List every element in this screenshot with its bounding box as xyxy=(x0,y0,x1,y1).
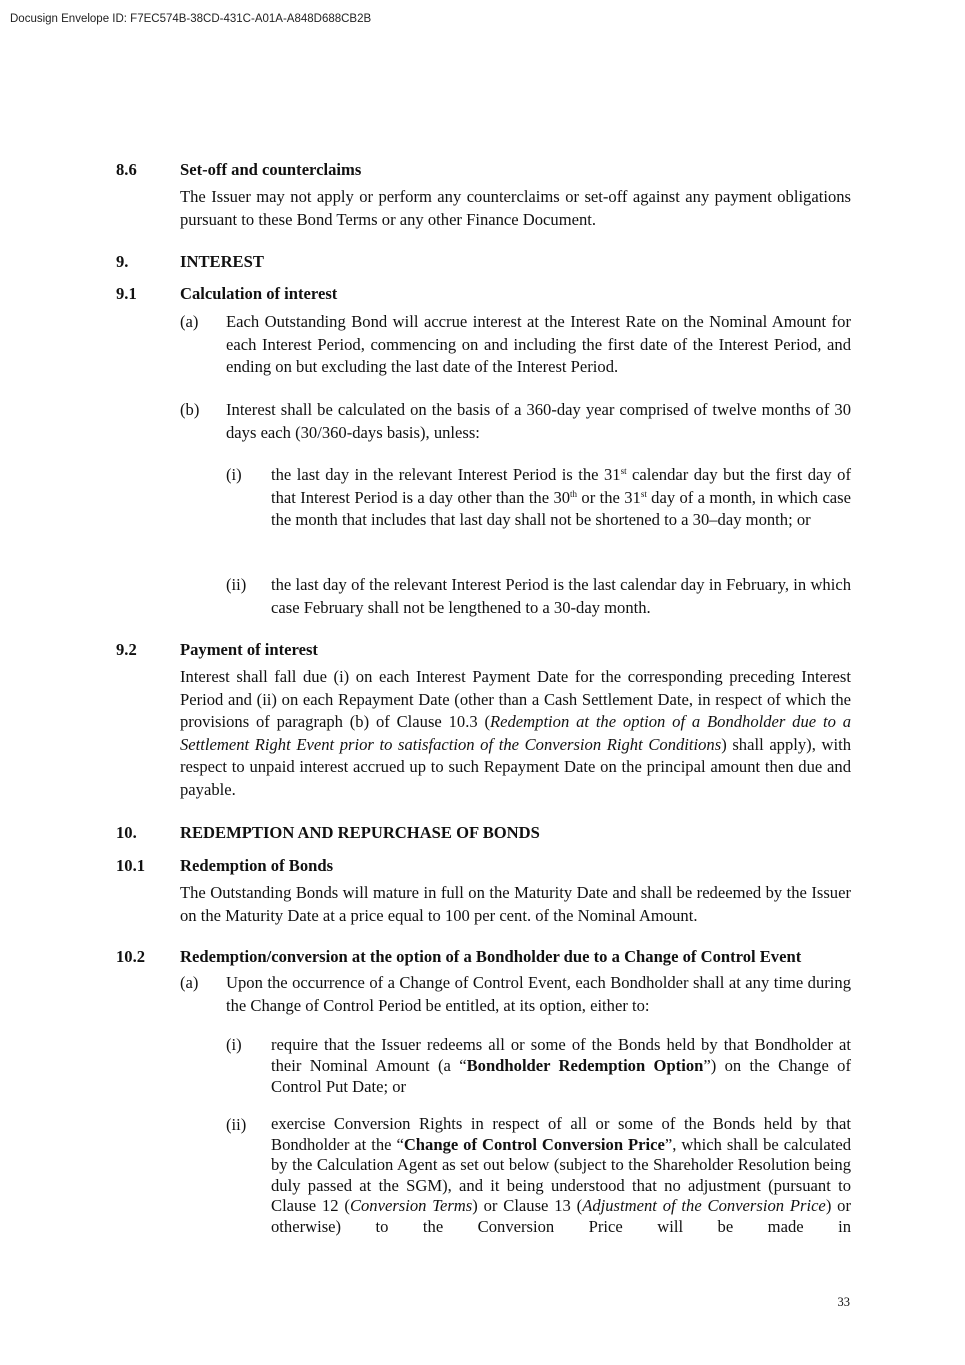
section-number: 9.2 xyxy=(116,640,137,659)
paragraph: Interest shall be calculated on the basis of a 360-day year comprised of twelve months of 30 days each (30/360-days basis), unless: xyxy=(226,400,851,442)
list-label: (b) xyxy=(180,400,200,419)
list-label: (i) xyxy=(226,1035,242,1054)
paragraph: The Outstanding Bonds will mature in full on the Maturity Date and shall be redeemed by the Issuer on the Maturity Date at a price equal to 100 per cent. of the Nominal Amount. xyxy=(180,883,851,925)
list-label: (ii) xyxy=(226,575,247,594)
section-number: 8.6 xyxy=(116,160,137,179)
section-heading: Redemption of Bonds xyxy=(180,856,334,875)
section-heading: Redemption/conversion at the option of a Bondholder due to a Change of Control Event xyxy=(180,947,802,966)
list-label: (i) xyxy=(226,465,242,484)
envelope-id: Docusign Envelope ID: F7EC574B-38CD-431C-A01A-A848D688CB2B xyxy=(10,13,372,25)
section-number: 10.1 xyxy=(116,856,146,875)
paragraph: require that the Issuer redeems all or some of the Bonds held by that Bondholder at their Nominal Amount (a “Bondholder Redemption Option”) on the Change of Control Put Date; or xyxy=(271,1035,851,1096)
paragraph: Interest shall fall due (i) on each Interest Payment Date for the corresponding preceding Interest Period and (ii) on each Repayment Date (other than a Cash Settlement Date, in respect of which the provisions of paragraph (b) of Clause 10.3 (Redemption at the option of a Bondholder due to a Settlement Right Event prior to satisfaction of the Conversion Right Conditions) shall apply), with respect to unpaid interest accrued up to such Repayment Date on the principal amount then due and payable. xyxy=(180,667,851,799)
paragraph: the last day of the relevant Interest Period is the last calendar day in February, in which case February shall not be lengthened to a 30-day month. xyxy=(271,575,851,617)
section-number: 9.1 xyxy=(116,284,137,303)
section-heading: REDEMPTION AND REPURCHASE OF BONDS xyxy=(180,823,540,842)
paragraph: the last day in the relevant Interest Period is the 31st calendar day but the first day of that Interest Period is a day other than the 30th or the 31st day of a month, in which case the month that includes that last day shall not be shortened to a 30–day month; or xyxy=(271,465,851,530)
section-heading: Calculation of interest xyxy=(180,284,338,303)
section-number: 10. xyxy=(116,823,137,842)
paragraph: The Issuer may not apply or perform any counterclaims or set-off against any payment obligations pursuant to these Bond Terms or any other Finance Document. xyxy=(180,187,851,229)
section-number: 9. xyxy=(116,252,129,271)
paragraph: exercise Conversion Rights in respect of all or some of the Bonds held by that Bondholder at the “Change of Control Conversion Price”, which shall be calculated by the Calculation Agent as set out below (subject to the Shareholder Resolution being duly passed at the SGM), and it being understood that no adjustment (pursuant to Clause 12 (Conversion Terms) or Clause 13 (Adjustment of the Conversion Price) or otherwise) to the Conversion Price will be made in xyxy=(271,1114,851,1236)
section-number: 10.2 xyxy=(116,947,146,966)
list-label: (a) xyxy=(180,973,199,992)
list-label: (ii) xyxy=(226,1115,247,1134)
section-heading: Set-off and counterclaims xyxy=(180,160,362,179)
list-label: (a) xyxy=(180,312,199,331)
paragraph: Upon the occurrence of a Change of Control Event, each Bondholder shall at any time during the Change of Control Period be entitled, at its option, either to: xyxy=(226,973,851,1015)
page-number: 33 xyxy=(837,1295,850,1309)
section-heading: Payment of interest xyxy=(180,640,318,659)
section-heading: INTEREST xyxy=(180,252,264,271)
paragraph: Each Outstanding Bond will accrue interest at the Interest Rate on the Nominal Amount for each Interest Period, commencing on and including the first date of the Interest Period, and ending on but excluding the last date of the Interest Period. xyxy=(226,312,851,377)
